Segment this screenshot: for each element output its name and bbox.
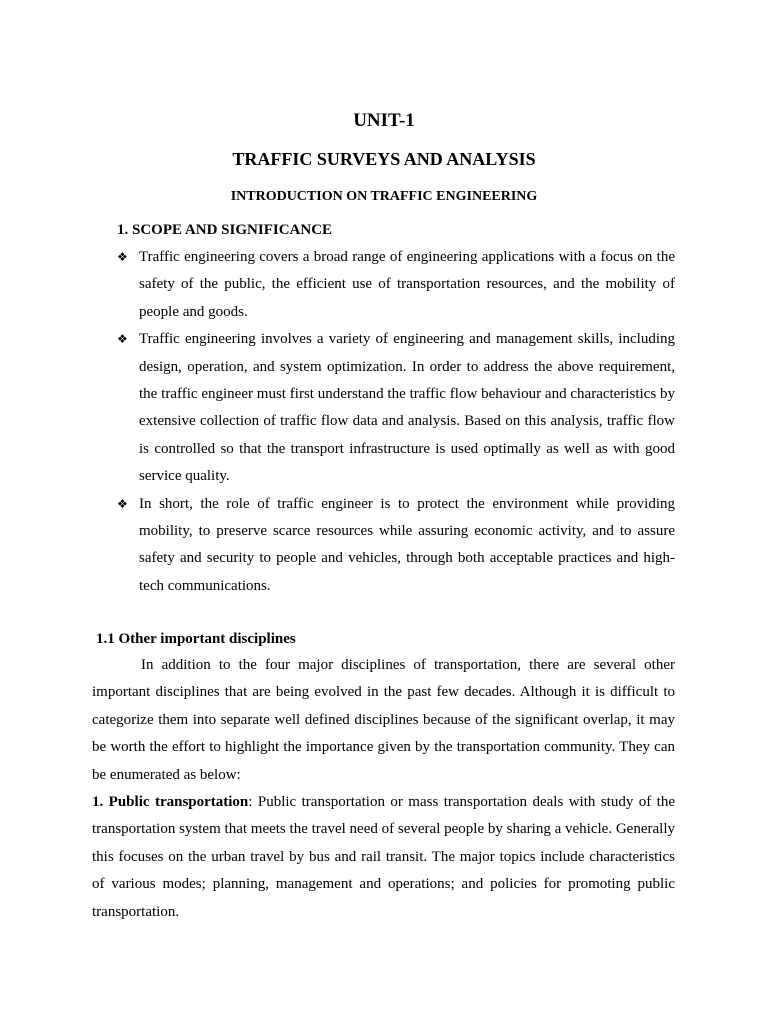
section-heading-scope: 1. SCOPE AND SIGNIFICANCE [117, 222, 333, 238]
diamond-bullet-icon: ❖ [117, 496, 128, 511]
bullet-text: Traffic engineering involves a variety of engineering and management skills, including design, operation, and system optimization. In order to address the above requirement, the traffic engineer must first understand the traffic flow behaviour and characteristics by extensive collection of traffic flow data and analysis. Based on this analysis, traffic flow is controlled so that the transport infrastructure is used optimally as well as with good service quality. [139, 331, 675, 485]
diamond-bullet-icon: ❖ [117, 332, 128, 347]
bullet-text: Traffic engineering covers a broad range of engineering applications with a focus on the safety of the public, the efficient use of transportation resources, and the mobility of people and goods. [139, 249, 675, 320]
list-item [117, 491, 675, 601]
bullet-list [117, 244, 675, 600]
list-item [117, 244, 675, 326]
page-subtitle: INTRODUCTION ON TRAFFIC ENGINEERING [230, 189, 538, 204]
page-title: TRAFFIC SURVEYS AND ANALYSIS [232, 149, 536, 169]
diamond-bullet-icon: ❖ [117, 250, 128, 264]
bullet-text: In short, the role of traffic engineer is to protect the environment while providing mobility, to preserve scarce resources while assuring economic activity, and to assure safety and security to people and vehicles, through both acceptable practices and high-tech communications. [139, 495, 675, 594]
body-paragraph: In addition to the four major disciplines of transportation, there are several other important disciplines that are being evolved in the past few decades. Although it is difficult to categorize them into separate well defined disciplines because of the significant overlap, it may be worth the effort to highlight the importance given by the transportation community. They can be enumerated as below: [92, 657, 675, 783]
unit-heading: UNIT-1 [353, 110, 415, 131]
section-heading-other-disciplines: 1.1 Other important disciplines [96, 631, 296, 647]
list-item [117, 326, 675, 490]
public-transportation-text: : Public transportation or mass transportation deals with study of the transportation system that meets the travel need of several people by sharing a vehicle. Generally this focuses on the urban travel by bus and rail transit. The major topics include characteristics of various modes; planning, management and operations; and policies for promoting public transportation. [92, 794, 675, 920]
public-transportation-label: 1. Public transportation [92, 794, 249, 810]
public-transportation-paragraph [92, 789, 675, 926]
